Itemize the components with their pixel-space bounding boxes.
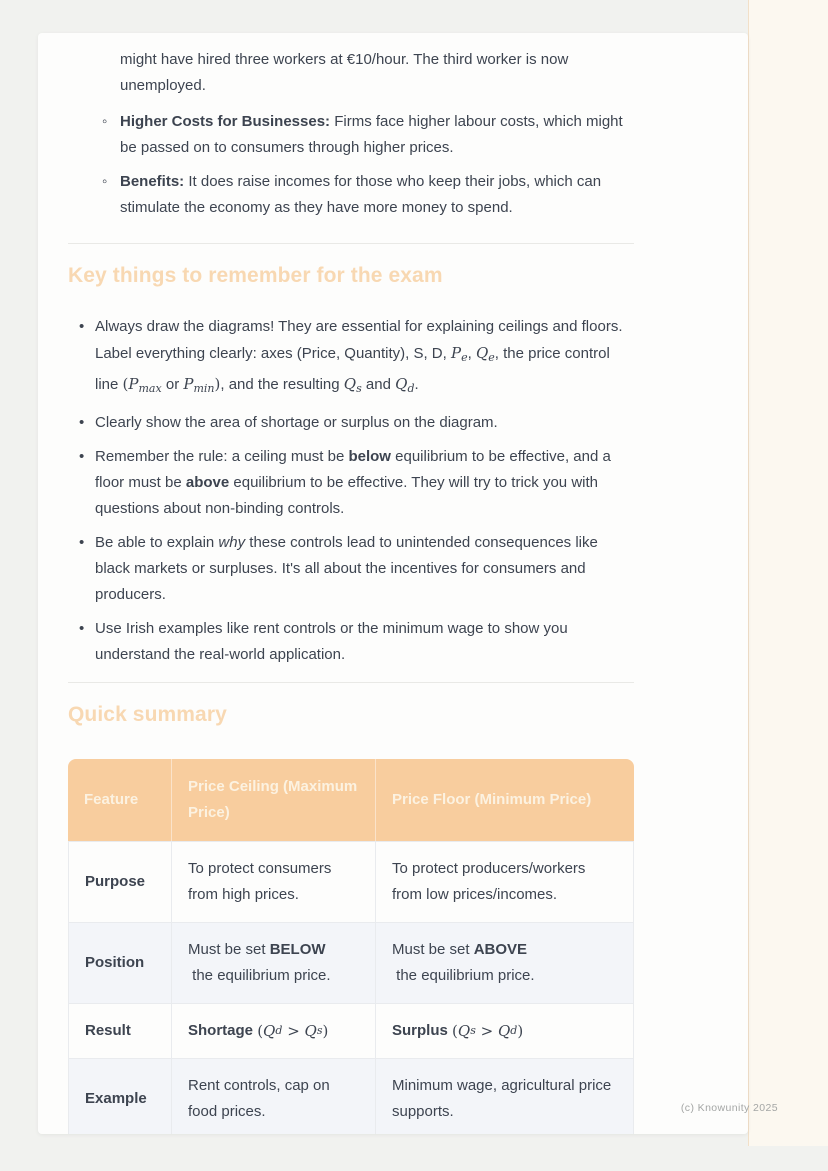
list-item <box>68 616 634 668</box>
text-run: Use Irish examples like rent controls or the minimum wage to show you understand the real-world application. <box>95 620 568 663</box>
heading-quick-summary: Quick summary <box>68 703 227 726</box>
table-cell <box>172 1003 376 1058</box>
text-run: d <box>510 1024 518 1037</box>
text-run: > <box>475 1022 498 1040</box>
text-run: It does raise incomes for those who keep their jobs, which can stimulate the economy as they have more money to spend. <box>120 173 602 216</box>
text-run: ) <box>214 375 221 393</box>
text-run: Q <box>457 1022 471 1040</box>
text-run: above <box>185 474 230 491</box>
text-run: BELOW <box>269 941 326 958</box>
text-run: To protect consumers from high prices. <box>188 860 336 903</box>
page-edge-strip <box>748 0 828 1146</box>
nested-bullet-list <box>68 109 634 221</box>
text-run: Benefits: <box>120 173 185 190</box>
text-run: s <box>316 1024 323 1037</box>
text-run: the equilibrium price. <box>392 967 535 984</box>
text-run: and <box>361 376 396 393</box>
text-run: ) <box>322 1022 329 1040</box>
text-run: Q <box>475 344 489 362</box>
list-item <box>68 530 634 608</box>
text-run: To protect producers/workers from low prices/incomes. <box>392 860 590 903</box>
text-run: , the price control line <box>95 345 610 393</box>
section-divider <box>68 243 634 244</box>
text-run: d <box>275 1024 283 1037</box>
text-run: P <box>183 375 194 393</box>
table-header-cell: Price Ceiling (Maximum Price) <box>172 759 376 841</box>
table-cell <box>376 1058 634 1134</box>
text-run: Remember the rule: a ceiling must be <box>95 448 349 465</box>
table-cell <box>376 841 634 922</box>
text-run: Must be set <box>392 941 474 958</box>
text-run: ( <box>452 1022 458 1040</box>
table-cell <box>376 922 634 1003</box>
table-header-cell: Price Floor (Minimum Price) <box>376 759 634 841</box>
text-run: Q <box>304 1022 317 1040</box>
text-run: Shortage <box>188 1022 254 1039</box>
text-run: d <box>407 382 415 395</box>
text-run: Q <box>343 375 357 393</box>
text-run: Rent controls, cap on food prices. <box>188 1077 334 1120</box>
text-run: Q <box>263 1022 276 1040</box>
table-row-label: Position <box>68 922 172 1003</box>
text-run: Q <box>497 1022 511 1040</box>
text-run: ( <box>257 1022 264 1040</box>
list-item <box>68 314 634 402</box>
text-run: Always draw the diagrams! They are essential for explaining ceilings and floors. Label everything clearly: axes (Price, Quantity), S, D, <box>95 318 623 362</box>
text-run: e <box>461 351 468 364</box>
text-run: might have hired three workers at €10/hour. The third worker is now unemployed. <box>120 51 569 94</box>
table-cell <box>172 841 376 922</box>
text-run: s <box>356 382 362 395</box>
text-run: ABOVE <box>473 941 528 958</box>
text-run: Minimum wage, agricultural price supports. <box>392 1077 616 1120</box>
text-run: ( <box>122 375 129 393</box>
text-run: equilibrium to be effective, and a floor must be <box>95 448 611 491</box>
text-run: P <box>128 375 139 393</box>
table-header-cell: Feature <box>68 759 172 841</box>
table-row-label: Purpose <box>68 841 172 922</box>
table-row-label: Result <box>68 1003 172 1058</box>
list-item <box>68 444 634 522</box>
text-run: min <box>193 382 215 395</box>
text-run: Surplus <box>392 1022 448 1039</box>
list-item <box>68 109 634 161</box>
text-run: below <box>348 448 391 465</box>
text-run: Be able to explain <box>95 534 219 551</box>
text-run: P <box>450 344 462 362</box>
page-content <box>38 33 748 1134</box>
text-run: Higher Costs for Businesses: <box>120 113 331 130</box>
text-run: these controls lead to unintended consequences like black markets or surpluses. It's all about the incentives for consumers and producers. <box>95 534 598 603</box>
text-run: or <box>161 376 184 393</box>
section-divider <box>68 682 634 683</box>
text-run: equilibrium to be effective. They will try to trick you with questions about non-binding controls. <box>95 474 598 517</box>
text-run: ) <box>517 1022 524 1040</box>
table-cell <box>376 1003 634 1058</box>
text-run: Clearly show the area of shortage or surplus on the diagram. <box>95 414 498 431</box>
text-run: the equilibrium price. <box>188 967 331 984</box>
table-cell <box>172 922 376 1003</box>
summary-table <box>68 759 634 1134</box>
text-run: Must be set <box>188 941 270 958</box>
list-item <box>68 410 634 436</box>
document-page <box>38 33 748 1134</box>
table-cell <box>172 1058 376 1134</box>
text-run: Q <box>395 375 408 393</box>
text-run: why <box>218 534 246 551</box>
key-points-list <box>68 314 634 668</box>
text-run: > <box>282 1022 305 1040</box>
heading-key-things: Key things to remember for the exam <box>68 264 443 287</box>
text-run: . <box>414 376 419 393</box>
text-run: e <box>488 351 495 364</box>
text-run: max <box>138 382 162 395</box>
table-row-label: Example <box>68 1058 172 1134</box>
copyright-watermark: (c) Knowunity 2025 <box>680 1102 778 1114</box>
text-run: Firms face higher labour costs, which might be passed on to consumers through higher prices. <box>120 113 623 156</box>
text-run: , and the resulting <box>220 376 344 393</box>
text-run: , <box>467 345 476 362</box>
text-run: s <box>470 1024 476 1037</box>
paragraph-continuation <box>120 47 634 99</box>
list-item <box>68 169 634 221</box>
